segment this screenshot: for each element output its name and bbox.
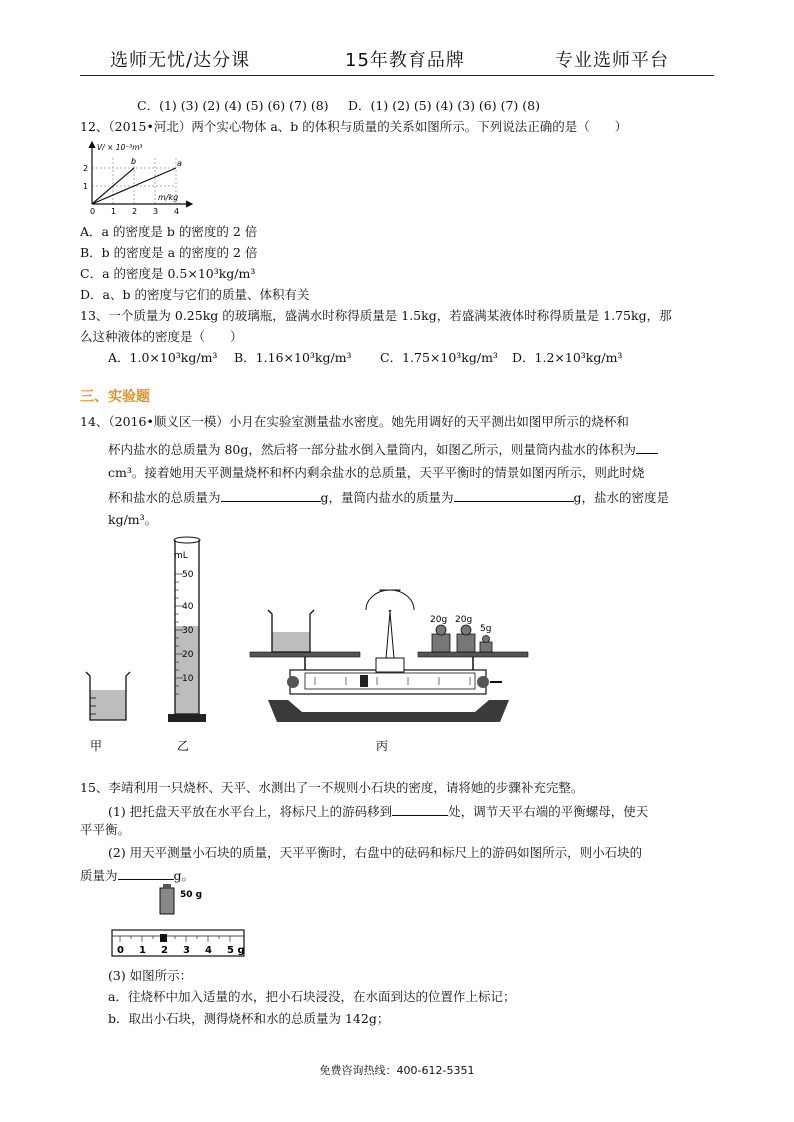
section-title: 三、实验题 — [80, 389, 150, 405]
q11-option-c: C．(1) (3) (2) (4) (5) (6) (7) (8) — [137, 98, 329, 113]
q15-step2c: g。 — [173, 868, 195, 883]
q14-line2 — [108, 440, 658, 458]
q15-step2a: (2) 用天平测量小石块的质量，天平平衡时，右盘中的砝码和标尺上的游码如图所示，则小石块的 — [108, 845, 643, 860]
graph-tick-x0: 0 — [90, 207, 96, 216]
q12-option-a: A．a 的密度是 b 的密度的 2 倍 — [80, 224, 258, 239]
footer-hotline: 免费咨询热线：400-612-5351 — [319, 1064, 475, 1077]
q15-step1 — [108, 802, 648, 820]
graph-label-b: b — [131, 157, 137, 166]
caption-yi: 乙 — [177, 739, 190, 753]
q13-option-b: B．1.16×10³kg/m³ — [234, 350, 352, 365]
scale-label-0: 0 — [117, 945, 124, 956]
blank-volume[interactable] — [636, 440, 658, 454]
graph-ylabel: V/ × 10⁻³m³ — [97, 143, 143, 152]
scale-label-3: 3 — [183, 945, 190, 956]
graph-tick-y1: 1 — [83, 182, 89, 191]
header-center: 15年教育品牌 — [345, 50, 465, 71]
graph-tick-x2: 2 — [132, 207, 138, 216]
q15-step3b: b．取出小石块，测得烧杯和水的总质量为 142g； — [108, 1011, 390, 1026]
weight-20g-2: 20g — [455, 615, 473, 625]
balance-bing — [250, 590, 528, 722]
q15-step3: (3) 如图所示： — [108, 968, 193, 983]
weight-50g: 50 g — [180, 890, 203, 900]
q12-option-c: C．a 的密度是 0.5×10³kg/m³ — [80, 266, 256, 281]
scale-label-1: 1 — [139, 945, 146, 956]
q12-option-b: B．b 的密度是 a 的密度的 2 倍 — [80, 245, 258, 260]
q14-line4c: g，盐水的密度是 — [573, 490, 670, 505]
graph-tick-x4: 4 — [174, 207, 180, 216]
q14-line4a: 杯和盐水的总质量为 — [108, 490, 221, 505]
q15-step1b: 处，调节天平右端的平衡螺母，使天 — [448, 804, 649, 819]
blank-salt-mass[interactable] — [454, 488, 574, 502]
scale-label-5g: 5 g — [227, 945, 245, 956]
q11-option-d: D．(1) (2) (5) (4) (3) (6) (7) (8) — [348, 98, 540, 113]
q15-step2 — [80, 866, 194, 884]
q14-figures — [80, 530, 600, 760]
header-divider — [80, 75, 714, 76]
page-header — [0, 46, 794, 76]
q13-line2: 么这种液体的密度是（ ） — [80, 329, 243, 344]
q14-line2-text: 杯内盐水的总质量为 80g，然后将一部分盐水倒入量筒内，如图乙所示，则量筒内盐水的体积为 — [108, 442, 636, 457]
q14-line4b: g，量筒内盐水的质量为 — [320, 490, 454, 505]
weight-5g: 5g — [480, 624, 492, 634]
cylinder-tick-50: 50 — [182, 570, 194, 580]
header-right: 专业选师平台 — [555, 50, 669, 71]
q15-scale-figure — [108, 884, 258, 960]
graph-tick-x3: 3 — [153, 207, 159, 216]
graph-tick-x1: 1 — [111, 207, 117, 216]
q15-step3a: a．往烧杯中加入适量的水，把小石块浸没，在水面到达的位置作上标记； — [108, 989, 516, 1004]
cylinder-tick-40: 40 — [182, 602, 194, 612]
q14-line4 — [108, 488, 669, 506]
q13-line1: 13、一个质量为 0.25kg 的玻璃瓶，盛满水时称得质量是 1.5kg，若盛满某液体时称得质量是 1.75kg，那 — [80, 308, 672, 323]
q15-stem: 15、李靖利用一只烧杯、天平、水测出了一不规则小石块的密度，请将她的步骤补充完整。 — [80, 780, 584, 795]
q14-line5: kg/m³。 — [108, 512, 158, 527]
cylinder-tick-20: 20 — [182, 650, 194, 660]
q15-step1c: 平平衡。 — [80, 822, 131, 837]
q13-option-d: D．1.2×10³kg/m³ — [512, 350, 623, 365]
cylinder-unit: mL — [174, 551, 188, 561]
caption-jia: 甲 — [90, 739, 103, 753]
scale-label-4: 4 — [205, 945, 212, 956]
q14-line3: cm³。接着她用天平测量烧杯和杯内剩余盐水的总质量，天平平衡时的情景如图丙所示，则此时烧 — [108, 465, 645, 480]
graph-label-a: a — [177, 159, 182, 168]
cylinder-tick-10: 10 — [182, 674, 194, 684]
q12-stem: 12、（2015•河北）两个实心物体 a、b 的体积与质量的关系如图所示。下列说法正确的是（ ） — [80, 119, 628, 134]
cylinder-yi — [168, 537, 206, 722]
q14-line1: 14、（2016•顺义区一模）小月在实验室测量盐水密度。她先用调好的天平测出如图甲所示的烧杯和 — [80, 414, 629, 429]
q13-option-a: A．1.0×10³kg/m³ — [108, 350, 218, 365]
header-left: 选师无忧/达分课 — [110, 50, 251, 71]
scale-label-2: 2 — [161, 945, 168, 956]
q12-graph — [80, 138, 200, 220]
beaker-jia — [86, 672, 130, 720]
graph-xlabel: m/kg — [158, 193, 179, 202]
caption-bing: 丙 — [376, 739, 389, 753]
q15-step1a: (1) 把托盘天平放在水平台上，将标尺上的游码移到 — [108, 804, 393, 819]
cylinder-tick-30: 30 — [182, 626, 194, 636]
q12-option-d: D．a、b 的密度与它们的质量、体积有关 — [80, 287, 310, 302]
weight-20g-1: 20g — [430, 615, 448, 625]
q15-step2b: 质量为 — [80, 868, 118, 883]
q13-option-c: C．1.75×10³kg/m³ — [380, 350, 498, 365]
blank-total-mass[interactable] — [221, 488, 321, 502]
graph-tick-y2: 2 — [83, 164, 89, 173]
blank-zero-position[interactable] — [392, 802, 448, 816]
blank-stone-mass[interactable] — [118, 866, 174, 880]
